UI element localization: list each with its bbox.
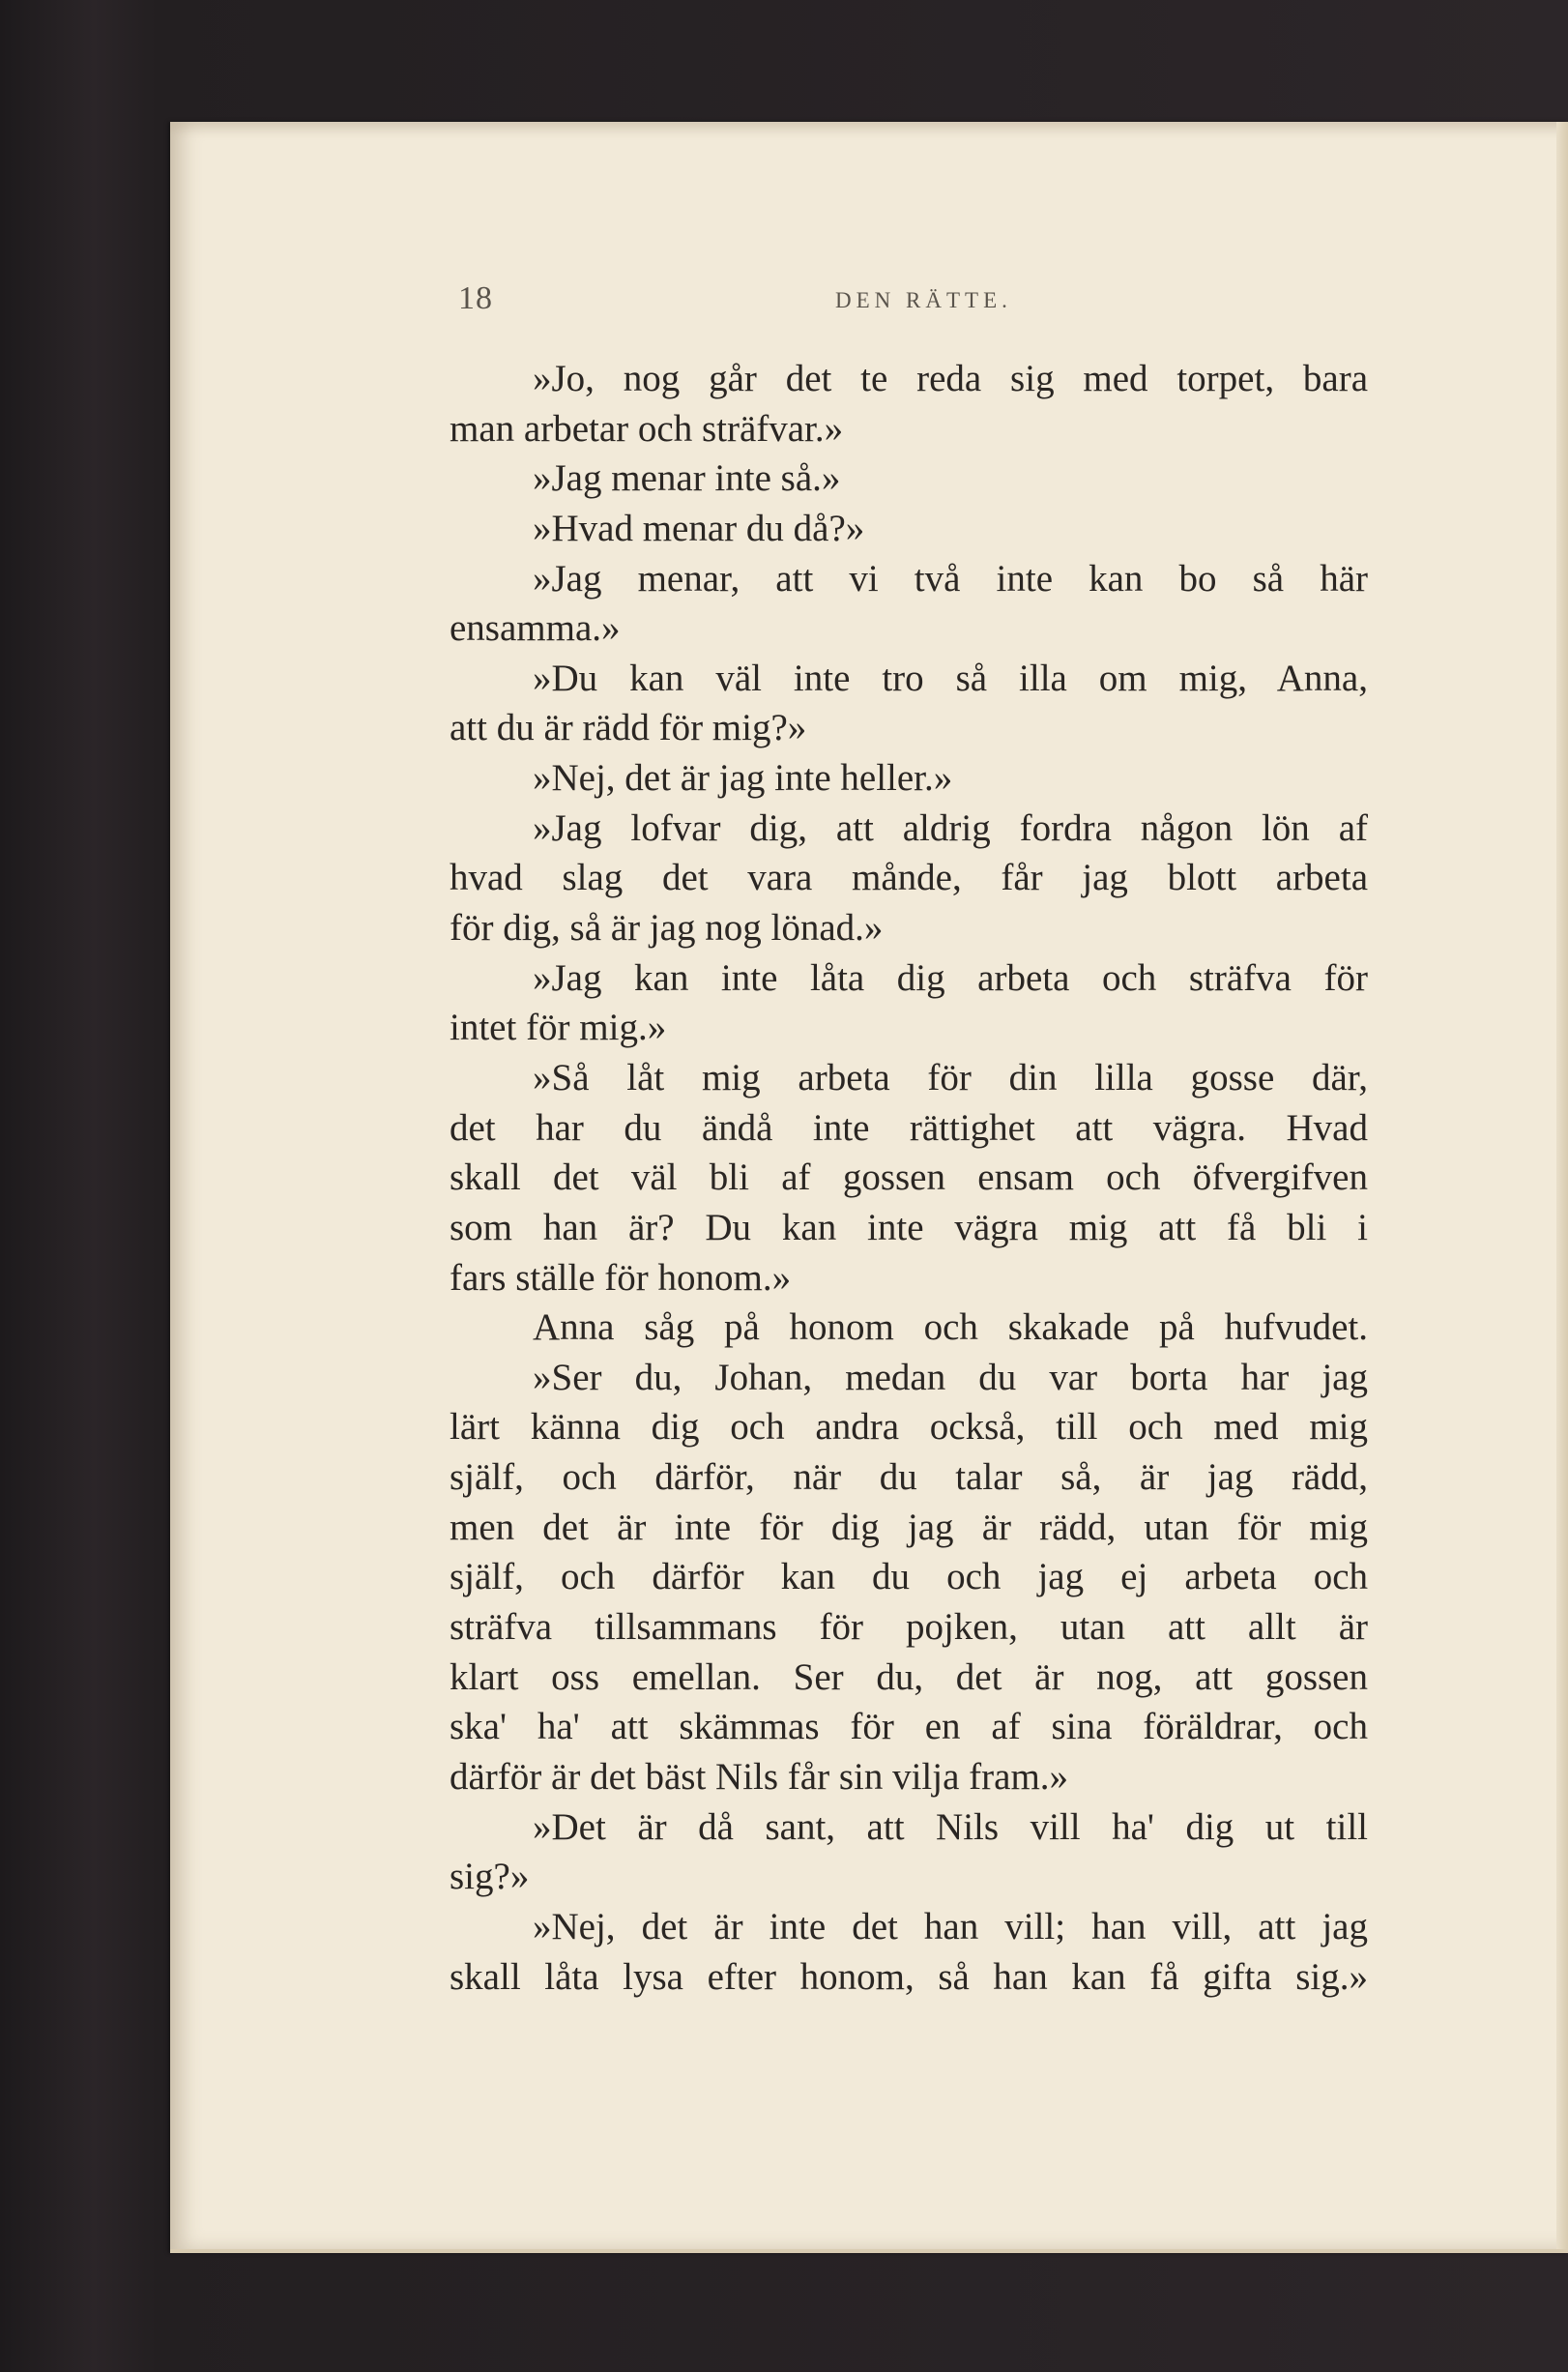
text-line: intet för mig.» bbox=[450, 1007, 667, 1049]
text-line: »Jag lofvar dig, att aldrig fordra någon lön af bbox=[533, 806, 1368, 849]
text-line: »Jo, nog går det te reda sig med torpet, bara bbox=[533, 358, 1368, 399]
text-line: sig?» bbox=[450, 1856, 530, 1898]
text-line: men det är inte för dig jag är rädd, utan för mig bbox=[450, 1506, 1368, 1548]
text-line: »Så låt mig arbeta för din lilla gosse där, bbox=[533, 1056, 1368, 1098]
text-line: skall låta lysa efter honom, så han kan få gifta sig.» bbox=[450, 1955, 1368, 1998]
text-line: lärt känna dig och andra också, till och med mig bbox=[450, 1406, 1368, 1449]
page-number: 18 bbox=[458, 280, 493, 316]
text-line: därför är det bäst Nils får sin vilja fram.» bbox=[450, 1755, 1069, 1798]
text-line: det har du ändå inte rättighet att vägra. Hvad bbox=[450, 1106, 1368, 1149]
text-line: »Du kan väl inte tro så illa om mig, Anna, bbox=[533, 657, 1368, 699]
text-line: ska' ha' att skämmas för en af sina föräldrar, och bbox=[450, 1706, 1368, 1748]
text-line: skall det väl bli af gossen ensam och öfvergifven bbox=[450, 1157, 1368, 1199]
text-line: klart oss emellan. Ser du, det är nog, att gossen bbox=[450, 1655, 1368, 1698]
text-line: fars ställe för honom.» bbox=[450, 1256, 792, 1299]
text-line: för dig, så är jag nog lönad.» bbox=[450, 907, 884, 950]
text-line: Anna såg på honom och skakade på hufvudet. bbox=[533, 1306, 1368, 1349]
text-line: hvad slag det vara månde, får jag blott arbeta bbox=[450, 857, 1368, 899]
text-line: »Jag menar, att vi två inte kan bo så här bbox=[533, 557, 1368, 600]
text-line: »Ser du, Johan, medan du var borta har jag bbox=[533, 1356, 1368, 1398]
text-line: »Nej, det är inte det han vill; han vill, att jag bbox=[533, 1905, 1368, 1947]
text-line: »Hvad menar du då?» bbox=[533, 507, 865, 549]
text-line: ensamma.» bbox=[450, 607, 621, 650]
text-line: »Jag kan inte låta dig arbeta och sträfva för bbox=[533, 956, 1368, 999]
text-line: man arbetar och sträfvar.» bbox=[450, 407, 844, 450]
chapter-title: DEN RÄTTE. bbox=[835, 288, 1012, 312]
running-head bbox=[0, 280, 1568, 319]
text-line: »Jag menar inte så.» bbox=[533, 457, 841, 500]
text-line: själf, och därför, när du talar så, är jag rädd, bbox=[450, 1456, 1368, 1499]
text-line: »Nej, det är jag inte heller.» bbox=[533, 757, 953, 800]
text-line: »Det är då sant, att Nils vill ha' dig ut till bbox=[533, 1805, 1368, 1848]
text-line: sträfva tillsammans för pojken, utan att allt är bbox=[450, 1606, 1368, 1649]
page-edge bbox=[1556, 122, 1568, 2249]
text-line: att du är rädd för mig?» bbox=[450, 707, 807, 749]
text-line: själf, och därför kan du och jag ej arbeta och bbox=[450, 1556, 1368, 1598]
text-line: som han är? Du kan inte vägra mig att få bli i bbox=[450, 1206, 1368, 1248]
body-text bbox=[450, 354, 1368, 2002]
